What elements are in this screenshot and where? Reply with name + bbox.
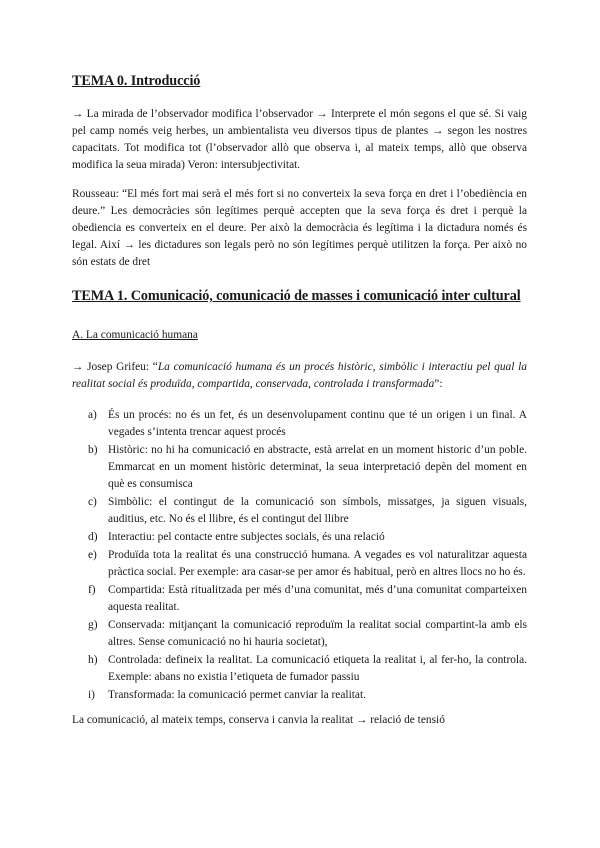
list-item-text: Històric: no hi ha comunicació en abstracte, està arrelat en un moment historic d’un poble. Emmarcat en un moment històric determinat, la seua interpretació depèn del moment en què es consumisca: [108, 444, 527, 490]
list-item: [90, 687, 527, 704]
list-marker: g): [88, 619, 98, 631]
closing-paragraph: La comunicació, al mateix temps, conserva i canvia la realitat → relació de tensió: [72, 714, 445, 726]
list-item: [90, 652, 527, 686]
tema0-paragraph-2: Rousseau: “El més fort mai serà el més fort si no converteix la seva força en dret i l’obediència en deure.” Les democràcies són legítimes perquè accepten que la seva força és dret i perquè la obediencia es converteix en el deure. Per això la democràcia és legítima i la dictadura només és legal. Així → les dictadures son legals però no són legítimes perquè utilitzen la força. Per això no són estats de dret: [72, 188, 527, 268]
list-item-text: Controlada: defineix la realitat. La comunicació etiqueta la realitat i, al fer-ho, la controla. Exemple: abans no existia l’etiqueta de fumador passiu: [108, 654, 527, 683]
grifeu-quote-paragraph: [72, 359, 527, 393]
list-item-text: Produïda tota la realitat és una construcció humana. A vegades es vol naturalitzar aquesta pràctica social. Per exemple: ara casar-se per amor és habitual, però en altres llocs no ho és.: [108, 549, 527, 578]
list-marker: b): [88, 444, 98, 456]
list-item-text: Transformada: la comunicació permet canviar la realitat.: [108, 689, 366, 701]
list-item: [90, 547, 527, 581]
quote-end: ”:: [434, 378, 443, 390]
list-item: [90, 529, 527, 546]
list-item-text: Interactiu: pel contacte entre subjectes socials, és una relació: [108, 531, 385, 543]
list-item-text: Simbòlic: el contingut de la comunicació son símbols, missatges, ja siguen visuals, auditius, etc. No és el llibre, és el contingut del llibre: [108, 496, 527, 525]
tema0-paragraph-1: → La mirada de l’observador modifica l’observador → Interprete el món segons el que sé. Si vaig pel camp només veig herbes, un ambientalista veu diversos tipus de plantes → segon les nostres capacitats. Tot modifica tot (l’observador allò que observa i, al mateix temps, allò que observa modifica la seua mirada) Veron: intersubjectivitat.: [72, 108, 527, 171]
tema1-title: TEMA 1. Comunicació, comunicació de masses i comunicació inter cultural: [72, 288, 521, 304]
tema0-title: TEMA 0. Introducció: [72, 73, 201, 89]
list-marker: c): [88, 496, 97, 508]
list-marker: f): [88, 584, 96, 596]
list-marker: i): [88, 689, 95, 701]
list-marker: d): [88, 531, 98, 543]
list-marker: h): [88, 654, 98, 666]
list-item-text: Compartida: Està ritualitzada per més d’una comunitat, més d’una comunitat comparteixen aquesta realitat.: [108, 584, 527, 613]
list-marker: a): [88, 409, 97, 421]
list-item: [90, 617, 527, 651]
list-item-text: Conservada: mitjançant la comunicació reproduïm la realitat social compartint-la amb els altres. Sense comunicació no hi hauria societat),: [108, 619, 527, 648]
section-a-subheading: A. La comunicació humana: [72, 329, 198, 341]
characteristics-list: [90, 407, 527, 705]
list-item: [90, 407, 527, 441]
list-item: [90, 582, 527, 616]
list-item-text: És un procés: no és un fet, és un desenvolupament continu que té un origen i un final. A vegades s’intenta trencar aquest procés: [108, 409, 527, 438]
quote-intro: → Josep Grifeu: “: [72, 361, 158, 373]
list-item: [90, 442, 527, 493]
quote-text: La comunicació humana és un procés històric, simbòlic i interactiu pel qual la realitat social és produïda, compartida, conservada, controlada i transformada: [72, 361, 527, 390]
list-item: [90, 494, 527, 528]
list-marker: e): [88, 549, 97, 561]
